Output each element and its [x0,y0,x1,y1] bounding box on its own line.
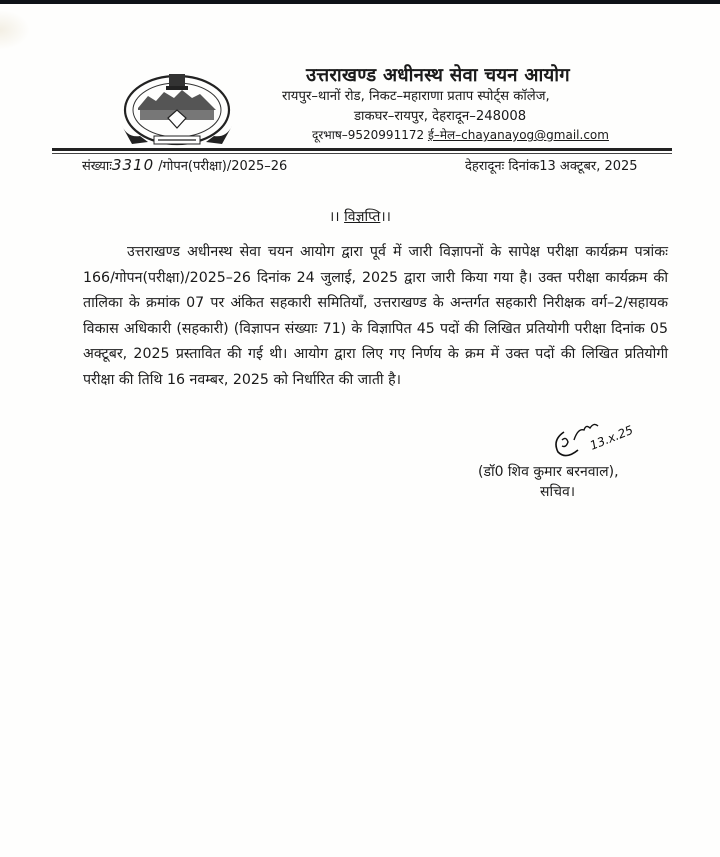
commission-emblem-icon [118,68,236,150]
heading-title: विज्ञप्ति [344,209,381,225]
paper-shadow [0,10,30,50]
date-day-handwritten: 13 [539,159,556,174]
place-and-date [465,156,638,174]
date-rest: अक्टूबर, 2025 [555,159,638,174]
notice-body: उत्तराखण्ड अधीनस्थ सेवा चयन आयोग द्वारा पूर्व में जारी विज्ञापनों के सापेक्ष परीक्षा कार्यक्रम पत्रांकः 166/गोपन(परीक्षा)/2025–26 दिनांक 24 जुलाई, 2025 द्वारा जारी किया गया है। उक्त परीक्षा कार्यक्रम की तालिका के क्रमांक 07 पर अंकित सहकारी समितियाँ, उत्तराखण्ड के अन्तर्गत सहकारी निरीक्षक वर्ग–2/सहायक विकास अधिकारी (सहकारी) (विज्ञापन संख्याः 71) के विज्ञापित 45 पदों की लिखित प्रतियोगी परीक्षा दिनांक 05 अक्टूबर, 2025 प्रस्तावित की गई थी। आयोग द्वारा लिए गए निर्णय के क्रम में उक्त पदों की लिखित प्रतियोगी परीक्षा की तिथि 16 नवम्बर, 2025 को निर्धारित की जाती है। [83,244,668,388]
heading-mark-left: ।। [329,209,345,225]
reference-number [82,156,287,174]
date-prefix: देहरादूनः दिनांक [465,159,540,174]
email-link[interactable]: ई–मेल–chayanayog@gmail.com [427,128,609,142]
signatory-name: (डॉ0 शिव कुमार बरनवाल), [478,464,619,480]
header-divider-thick [52,148,672,151]
notice-heading [0,207,720,226]
address-line-1: रायपुर–थानों रोड, निकट–महाराणा प्रताप स्पोर्ट्स कॉलेज, [282,89,550,104]
phone-number: दूरभाष–9520991172 [312,128,425,142]
organization-title: उत्तराखण्ड अधीनस्थ सेवा चयन आयोग [306,65,570,86]
reference-handwritten-number: 3310 [111,156,155,174]
address-line-2: डाकघर–रायपुर, देहरादून–248008 [354,109,527,124]
reference-label: संख्याः [82,159,112,174]
contact-line [312,126,609,143]
signatory-designation: सचिव। [540,484,576,500]
signature-date: 13.x.25 [587,422,636,453]
heading-mark-right: ।। [380,209,391,225]
reference-suffix: /गोपन(परीक्षा)/2025–26 [154,159,288,174]
handwritten-signature-icon [548,410,658,460]
header-divider-thin [52,153,672,154]
